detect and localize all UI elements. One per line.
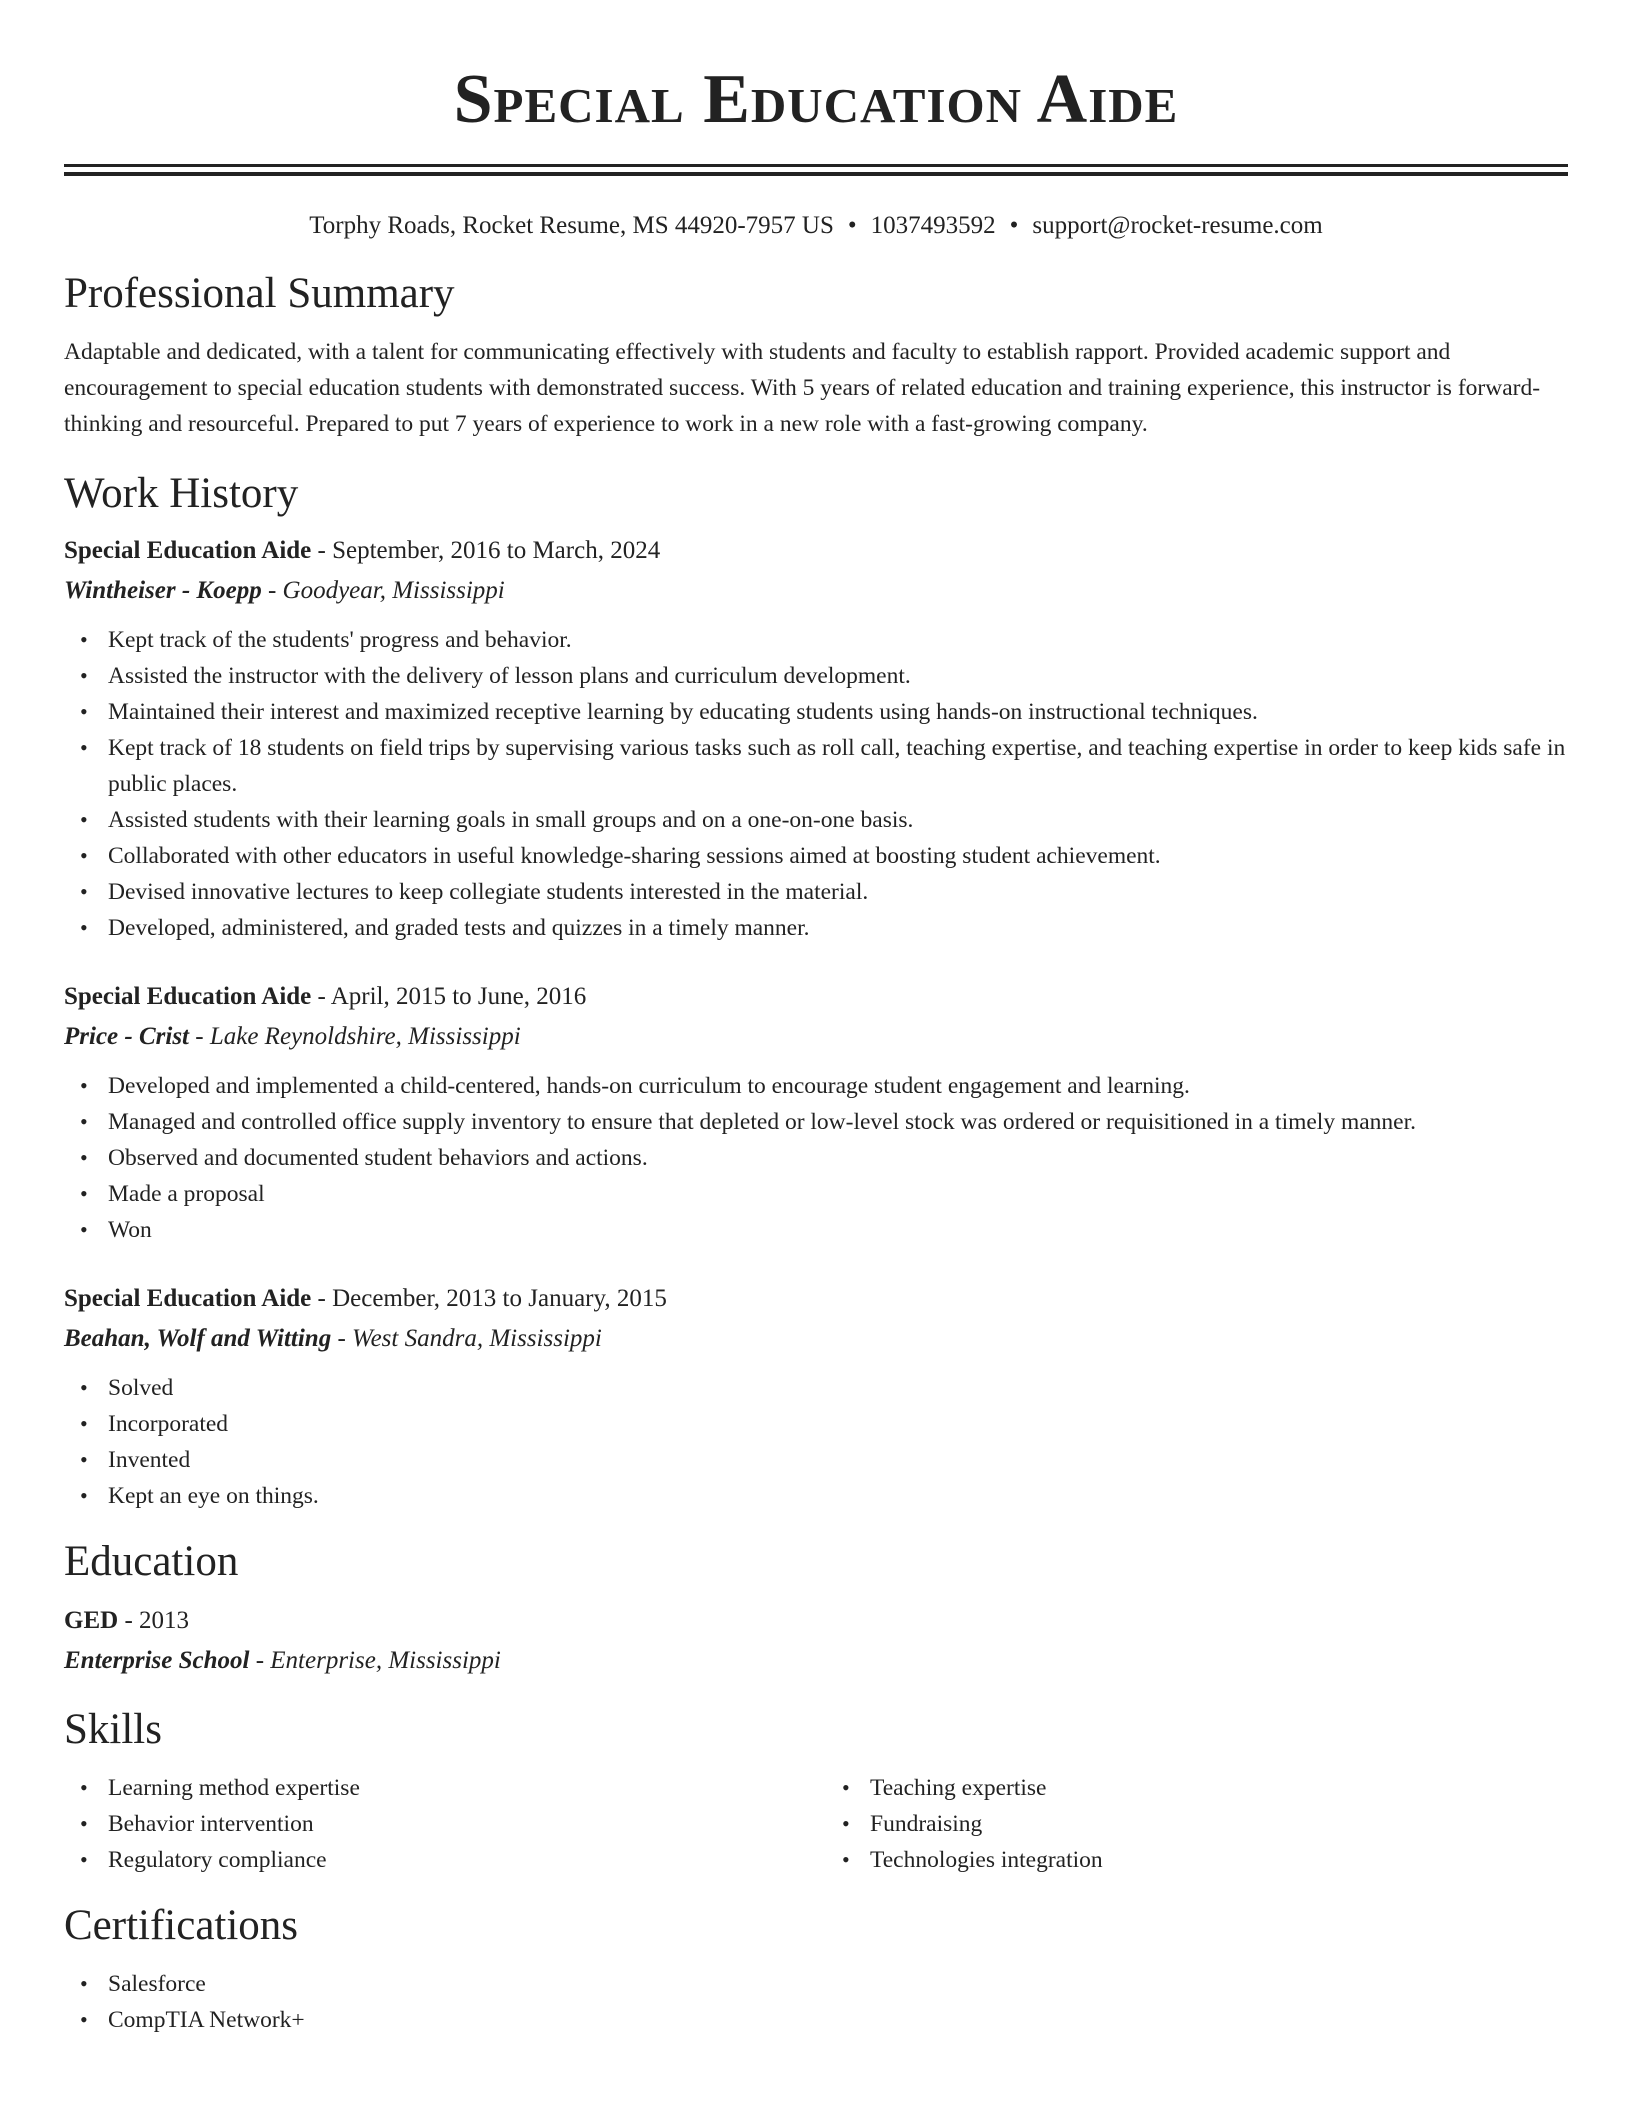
list-item: • CompTIA Network+: [108, 2002, 1568, 2038]
job-dates: - April, 2015 to June, 2016: [311, 983, 587, 1010]
certifications-list: [64, 1966, 1568, 2038]
list-item: • Made a proposal: [108, 1176, 1568, 1212]
list-item: • Maintained their interest and maximized receptive learning by educating students using hands-on instructional techniques.: [108, 694, 1568, 730]
job-employer: [64, 574, 1568, 608]
title-double-rule: [64, 164, 1568, 176]
work-history-section: [64, 468, 1568, 1514]
work-history-heading: Work History: [64, 470, 299, 517]
job-location: - Goodyear, Mississippi: [261, 577, 505, 604]
education-section: [64, 1536, 1568, 1678]
list-item: • Teaching expertise: [870, 1770, 1568, 1806]
list-item: • Assisted the instructor with the delivery of lesson plans and curriculum development.: [108, 658, 1568, 694]
contact-email: support@rocket-resume.com: [1032, 212, 1323, 239]
summary-text: Adaptable and dedicated, with a talent for communicating effectively with students and faculty to establish rapport. Provided academic support and encouragement to special education students with demonstrated success. With 5 years of related education and training experience, this instructor is forward-thinking and resourceful. Prepared to put 7 years of experience to work in a new role with a fast-growing company.: [64, 339, 1541, 437]
list-item: • Learning method expertise: [108, 1770, 806, 1806]
job-entry: [64, 980, 1568, 1248]
list-item: • Kept track of the students' progress and behavior.: [108, 622, 1568, 658]
contact-separator: •: [847, 212, 857, 239]
education-degree-line: [64, 1604, 1568, 1638]
contact-line: [64, 210, 1568, 242]
skills-list-right: [826, 1770, 1568, 1878]
job-location: - West Sandra, Mississippi: [331, 1325, 602, 1352]
job-company: Wintheiser - Koepp: [64, 577, 262, 604]
job-employer: [64, 1020, 1568, 1054]
list-item: • Fundraising: [870, 1806, 1568, 1842]
list-item: • Managed and controlled office supply inventory to ensure that depleted or low-level stock was ordered or requisitioned in a timely manner.: [108, 1104, 1568, 1140]
job-duties-list: [64, 622, 1568, 946]
job-title: Special Education Aide: [64, 983, 312, 1010]
skills-list-left: [64, 1770, 806, 1878]
list-item: • Developed and implemented a child-centered, hands-on curriculum to encourage student engagement and learning.: [108, 1068, 1568, 1104]
job-title: Special Education Aide: [64, 537, 312, 564]
job-dates: - December, 2013 to January, 2015: [311, 1285, 667, 1312]
list-item: • Won: [108, 1212, 1568, 1248]
contact-address: Torphy Roads, Rocket Resume, MS 44920-7957 US: [309, 212, 834, 239]
job-header: [64, 980, 1568, 1014]
education-school-line: [64, 1644, 1568, 1678]
education-location: - Enterprise, Mississippi: [249, 1647, 501, 1674]
job-dates: - September, 2016 to March, 2024: [311, 537, 661, 564]
job-company: Beahan, Wolf and Witting: [64, 1325, 332, 1352]
list-item: • Observed and documented student behaviors and actions.: [108, 1140, 1568, 1176]
contact-phone: 1037493592: [870, 212, 996, 239]
list-item: • Devised innovative lectures to keep collegiate students interested in the material.: [108, 874, 1568, 910]
contact-separator: •: [1009, 212, 1019, 239]
job-entry: [64, 534, 1568, 946]
job-employer: [64, 1322, 1568, 1356]
job-location: - Lake Reynoldshire, Mississippi: [189, 1023, 521, 1050]
summary-heading: Professional Summary: [64, 270, 455, 317]
list-item: • Salesforce: [108, 1966, 1568, 2002]
job-duties-list: [64, 1370, 1568, 1514]
summary-section: [64, 268, 1568, 442]
education-heading: Education: [64, 1538, 239, 1585]
list-item: • Behavior intervention: [108, 1806, 806, 1842]
list-item: • Assisted students with their learning goals in small groups and on a one-on-one basis.: [108, 802, 1568, 838]
skills-grid: [64, 1756, 1568, 1878]
education-degree: GED: [64, 1607, 119, 1634]
skills-heading: Skills: [64, 1706, 162, 1753]
job-header: [64, 534, 1568, 568]
list-item: • Collaborated with other educators in useful knowledge-sharing sessions aimed at boosting student achievement.: [108, 838, 1568, 874]
list-item: • Incorporated: [108, 1406, 1568, 1442]
job-header: [64, 1282, 1568, 1316]
job-duties-list: [64, 1068, 1568, 1248]
skills-section: [64, 1704, 1568, 1878]
education-school: Enterprise School: [64, 1647, 250, 1674]
job-title: Special Education Aide: [64, 1285, 312, 1312]
education-year: - 2013: [118, 1607, 190, 1634]
list-item: • Solved: [108, 1370, 1568, 1406]
list-item: • Technologies integration: [870, 1842, 1568, 1878]
list-item: • Kept an eye on things.: [108, 1478, 1568, 1514]
job-entry: [64, 1282, 1568, 1514]
list-item: • Regulatory compliance: [108, 1842, 806, 1878]
resume-title: Special Education Aide: [453, 61, 1179, 138]
certifications-heading: Certifications: [64, 1902, 299, 1949]
certifications-section: [64, 1900, 1568, 2038]
job-company: Price - Crist: [64, 1023, 189, 1050]
resume-page: [64, 0, 1568, 2038]
list-item: • Invented: [108, 1442, 1568, 1478]
list-item: • Kept track of 18 students on field trips by supervising various tasks such as roll call, teaching expertise, and teaching expertise in order to keep kids safe in public places.: [108, 730, 1568, 802]
list-item: • Developed, administered, and graded tests and quizzes in a timely manner.: [108, 910, 1568, 946]
